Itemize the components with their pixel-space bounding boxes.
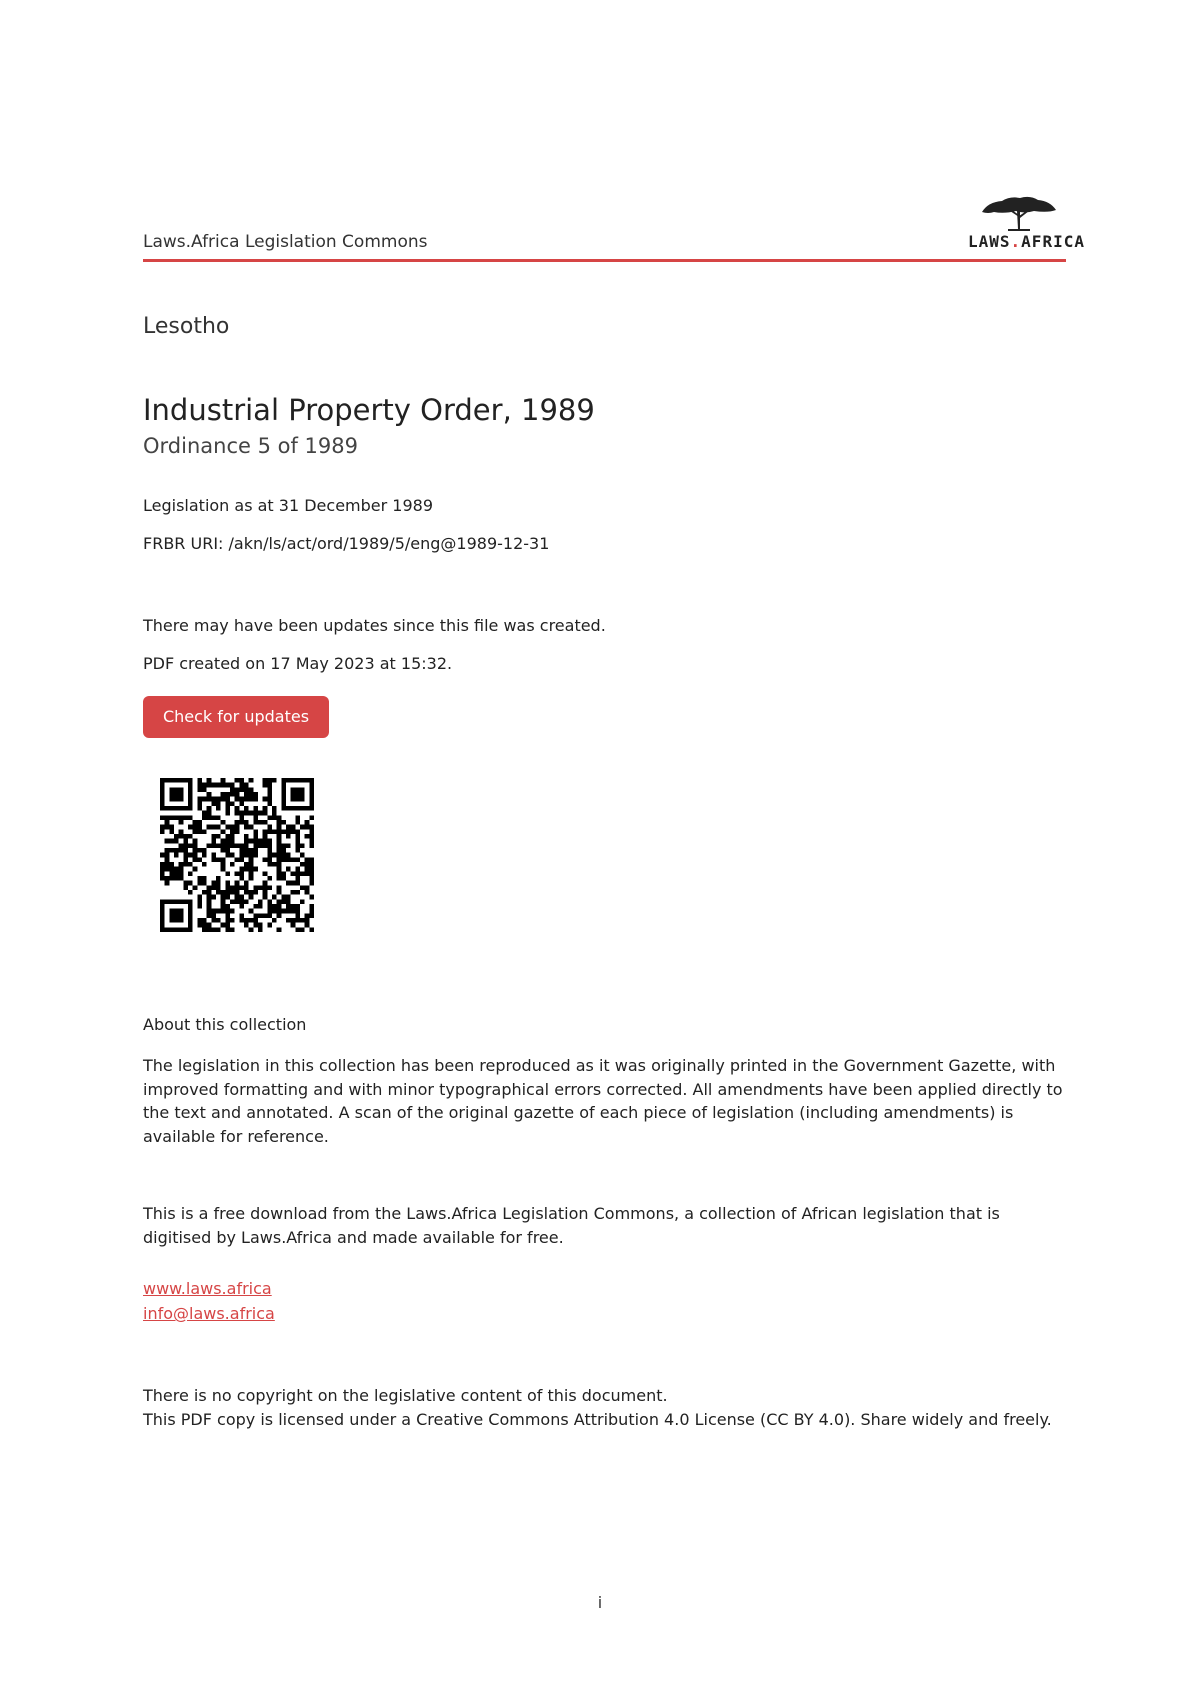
acacia-tree-icon	[968, 192, 1068, 232]
website-link[interactable]: www.laws.africa	[143, 1279, 272, 1298]
page-number: i	[597, 1593, 603, 1612]
qr-code-icon[interactable]	[160, 778, 314, 932]
email-link[interactable]: info@laws.africa	[143, 1304, 275, 1323]
laws-africa-logo: LAWS.AFRICA	[968, 192, 1068, 252]
document-subtitle: Ordinance 5 of 1989	[143, 434, 358, 458]
check-for-updates-button[interactable]: Check for updates	[143, 696, 329, 738]
document-title: Industrial Property Order, 1989	[143, 393, 595, 427]
header-title: Laws.Africa Legislation Commons	[143, 232, 428, 252]
qr-code[interactable]	[160, 778, 314, 932]
country-label: Lesotho	[143, 314, 230, 339]
free-download-text: This is a free download from the Laws.Africa Legislation Commons, a collection of African legislation that is digitised by Laws.Africa and made available for free.	[143, 1204, 1000, 1247]
about-heading: About this collection	[143, 1015, 307, 1034]
license-notice: This PDF copy is licensed under a Creative Commons Attribution 4.0 License (CC BY 4.0). Share widely and freely.	[143, 1410, 1052, 1429]
legislation-as-at: Legislation as at 31 December 1989	[143, 496, 434, 515]
copyright-notice: There is no copyright on the legislative content of this document.	[143, 1386, 668, 1405]
frbr-uri: FRBR URI: /akn/ls/act/ord/1989/5/eng@1989-12-31	[143, 534, 550, 553]
about-text: The legislation in this collection has been reproduced as it was originally printed in the Government Gazette, with improved formatting and with minor typographical errors corrected. All amendments have been applied directly to the text and annotated. A scan of the original gazette of each piece of legislation (including amendments) is available for reference.	[143, 1056, 1063, 1146]
updates-note: There may have been updates since this file was created.	[143, 616, 606, 635]
header-divider	[143, 259, 1066, 262]
pdf-created-date: PDF created on 17 May 2023 at 15:32.	[143, 654, 453, 673]
